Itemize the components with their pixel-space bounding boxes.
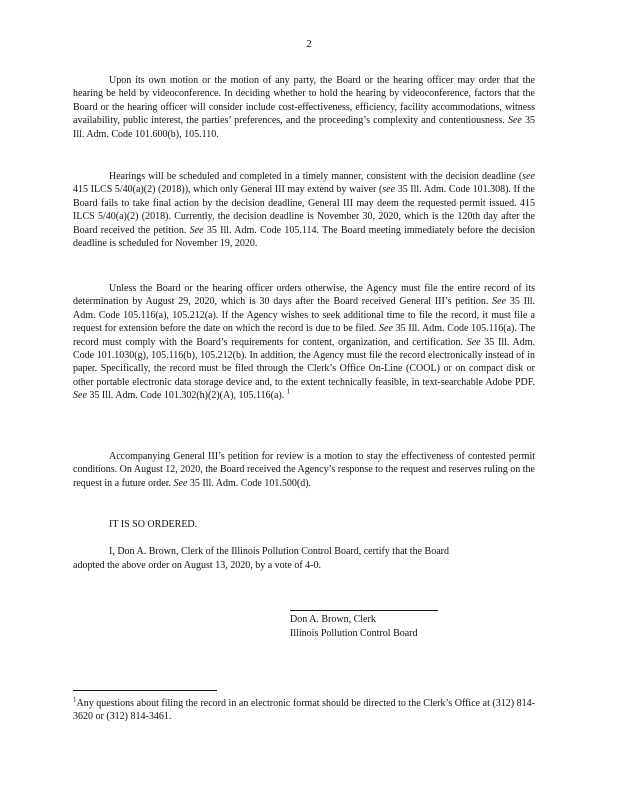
footnote-reference[interactable]: 1 — [286, 387, 291, 396]
signature-line — [290, 610, 438, 611]
see-signal: See — [492, 296, 507, 308]
citation: 35 Ill. Adm. Code 101.500(d). — [189, 477, 312, 489]
paragraph-text: 415 ILCS 5/40(a)(2) (2018)), which only General III may extend by waiver ( — [73, 184, 383, 196]
see-signal: See — [379, 323, 393, 335]
citation: 35 Ill. Adm. Code 101.302(h)(2)(A), 105.116(a). — [89, 390, 285, 402]
paragraph-text: Unless the Board or the hearing officer orders otherwise, the Agency must file the entire record of its determination by August 29, 2020, which is 30 days after the Board received General III’s petition. — [73, 283, 535, 308]
footnote-text: Any questions about filing the record in an electronic format should be directed to the Clerk’s Office at (312) 814-3620 or (312) 814-3461. — [73, 698, 535, 723]
see-signal: See — [507, 115, 522, 127]
signer-organization: Illinois Pollution Control Board — [290, 628, 418, 639]
footnote-number: 1 — [73, 695, 77, 704]
certification-line-2: adopted the above order on August 13, 2020, by a vote of 4-0. — [73, 560, 322, 571]
paragraph-text: 35 Ill. Adm. Code 101.308). If the Board fails to take final action by the decision deadline, General III may deem the requested permit issued. 415 ILCS 5/40(a)(2) (2018). Currently, the decision deadline is November 30, 2020, which is the 120th day after the Board received the petition. — [73, 184, 535, 236]
see-signal: See — [173, 477, 188, 489]
see-signal: See — [189, 224, 204, 236]
paragraph-text: 35 Ill. Adm. Code 105.116(a), 105.212(a). If the Agency wishes to seek additional time to file the record, it must file a request for extension before the date on which the record is due to be filed. — [73, 296, 536, 335]
paragraph-hearings — [73, 170, 535, 250]
paragraph-text: 35 Ill. Adm. Code 101.1030(g), 105.116(b), 105.212(b). In addition, the Agency must file the record electronically instead of in paper. Specifically, the record must be filed through the Clerk’s Office On-Line (COOL) or on compact disk or other portable electronic data storage device and, to the extent technically feasible, in text-searchable Adobe PDF. — [73, 336, 536, 388]
certification-line-1: I, Don A. Brown, Clerk of the Illinois Pollution Control Board, certify that the Board — [109, 546, 449, 557]
order-statement: IT IS SO ORDERED. — [109, 519, 198, 530]
footnote — [73, 697, 535, 724]
see-signal: See — [466, 336, 481, 348]
see-signal: See — [73, 390, 87, 402]
paragraph-text: 35 Ill. Adm. Code 105.116(a). The record must comply with the Board’s requirements for content, organization, and certification. — [73, 323, 536, 348]
see-signal: see — [382, 184, 396, 196]
paragraph-text: Hearings will be scheduled and completed in a timely manner, consistent with the decision deadline ( — [109, 171, 523, 182]
signer-name: Don A. Brown, Clerk — [290, 614, 376, 625]
paragraph-videoconference — [73, 74, 535, 141]
paragraph-text: 35 Ill. Adm. Code 105.114. The Board meeting immediately before the decision deadline is scheduled for November 19, 2020. — [73, 224, 536, 250]
paragraph-text: Accompanying General III’s petition for review is a motion to stay the effectiveness of contested permit conditions. On August 12, 2020, the Board received the Agency’s response to the request and reserves ruling on the request in a future order. — [73, 451, 535, 489]
see-signal: see — [522, 171, 535, 182]
paragraph-record — [73, 282, 535, 403]
citation: 35 Ill. Adm. Code 101.600(b), 105.110. — [73, 115, 536, 140]
paragraph-text: Upon its own motion or the motion of any party, the Board or the hearing officer may order that the hearing be held by videoconference. In deciding whether to hold the hearing by videoconference, factors that the Board or the hearing officer will consider include cost-effectiveness, efficiency, facility accommodations, witness availability, public interest, the parties’ preferences, and the proceeding’s complexity and contentiousness. — [73, 75, 535, 127]
page-number: 2 — [306, 38, 312, 50]
paragraph-stay-motion — [73, 450, 535, 490]
footnote-separator — [73, 690, 217, 691]
